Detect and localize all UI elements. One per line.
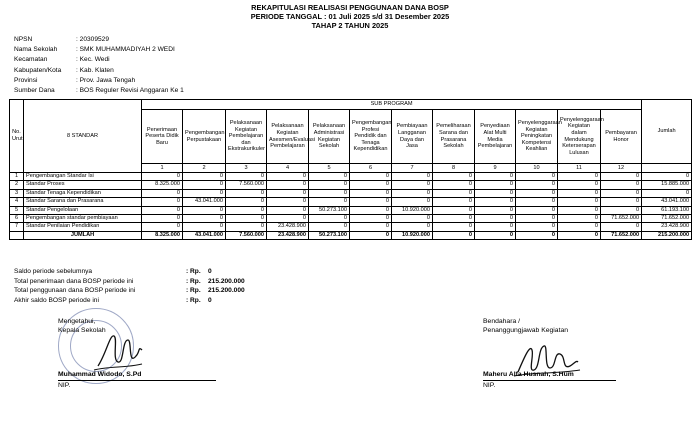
row-number: 4 — [10, 198, 24, 206]
program-header: Penerimaan Peserta Didik Baru — [142, 110, 183, 164]
row-value: 0 — [350, 215, 392, 223]
row-value: 0 — [516, 173, 558, 181]
row-value: 0 — [558, 198, 601, 206]
treasurer-nip: NIP. — [483, 382, 496, 389]
row-value: 0 — [267, 189, 309, 197]
program-number: 4 — [267, 164, 309, 173]
summary-row — [14, 277, 245, 287]
row-jumlah: 71.652.000 — [642, 215, 692, 223]
program-header: Pelaksanaan Kegiatan Pembelajaran dan Ekstrakurikuler — [226, 110, 267, 164]
row-value: 0 — [516, 223, 558, 231]
row-value: 0 — [601, 206, 642, 214]
info-value: : Prov. Jawa Tengah — [76, 76, 136, 84]
row-value: 0 — [226, 189, 267, 197]
row-value: 0 — [183, 189, 226, 197]
summary-currency: : Rp. — [186, 268, 201, 275]
row-value: 0 — [475, 189, 516, 197]
row-value: 23.428.900 — [267, 223, 309, 231]
row-jumlah: 15.885.000 — [642, 181, 692, 189]
row-value: 10.920.000 — [392, 206, 433, 214]
program-number: 3 — [226, 164, 267, 173]
row-value: 0 — [350, 223, 392, 231]
table-row — [10, 173, 692, 181]
info-row — [14, 76, 184, 86]
table-row — [10, 215, 692, 223]
row-value: 0 — [475, 181, 516, 189]
info-value: : BOS Reguler Revisi Anggaran Ke 1 — [76, 86, 184, 94]
row-value: 0 — [309, 198, 350, 206]
row-value: 0 — [350, 189, 392, 197]
report-header — [0, 3, 700, 30]
total-value: 0 — [433, 231, 475, 239]
row-value: 0 — [142, 173, 183, 181]
total-value: 0 — [516, 231, 558, 239]
program-header: Penyediaan Alat Multi Media Pembelajaran — [475, 110, 516, 164]
row-value: 0 — [558, 189, 601, 197]
summary-label: Akhir saldo BOSP periode ini — [14, 296, 99, 304]
row-jumlah: 0 — [642, 189, 692, 197]
row-jumlah: 61.193.100 — [642, 206, 692, 214]
row-value: 0 — [350, 181, 392, 189]
row-standard: Pengembangan Standar Isi — [24, 173, 142, 181]
info-row — [14, 66, 184, 76]
row-value: 0 — [601, 173, 642, 181]
summary-value: 0 — [208, 268, 212, 275]
program-number: 1 — [142, 164, 183, 173]
row-value: 0 — [392, 173, 433, 181]
program-header: Pelaksanaan Administrasi Kegiatan Sekolah — [309, 110, 350, 164]
row-value: 0 — [433, 206, 475, 214]
row-value: 0 — [183, 223, 226, 231]
row-value: 8.325.000 — [142, 181, 183, 189]
row-value: 0 — [142, 223, 183, 231]
row-value: 0 — [558, 223, 601, 231]
total-value: 43.041.000 — [183, 231, 226, 239]
treasurer-signature-block — [483, 317, 616, 390]
row-value: 0 — [475, 223, 516, 231]
row-number: 5 — [10, 206, 24, 214]
program-number: 10 — [516, 164, 558, 173]
summary-currency: : Rp. — [186, 287, 201, 294]
table-row — [10, 181, 692, 189]
row-value: 0 — [516, 206, 558, 214]
program-header: Penyelenggaraan Kegiatan Peningkatan Kompetensi Keahlian — [516, 110, 558, 164]
row-value: 0 — [475, 206, 516, 214]
summary-row — [14, 267, 245, 277]
row-value: 0 — [601, 198, 642, 206]
col-jumlah-header: Jumlah — [642, 100, 692, 164]
info-key: NPSN — [14, 36, 33, 43]
info-key: Nama Sekolah — [14, 46, 58, 54]
info-value: : 20309529 — [76, 36, 110, 43]
program-number: 7 — [392, 164, 433, 173]
row-value: 0 — [433, 181, 475, 189]
row-value: 0 — [183, 173, 226, 181]
row-value: 0 — [350, 173, 392, 181]
info-value: : Kab. Klaten — [76, 66, 114, 74]
total-value: 8.325.000 — [142, 231, 183, 239]
total-row — [10, 231, 692, 239]
row-value: 0 — [226, 173, 267, 181]
row-value: 0 — [392, 189, 433, 197]
row-value: 71.652.000 — [601, 215, 642, 223]
report-period: PERIODE TANGGAL : 01 Juli 2025 s/d 31 Desember 2025 — [250, 12, 450, 21]
report-stage: TAHAP 2 TAHUN 2025 — [311, 21, 389, 30]
row-value: 43.041.000 — [183, 198, 226, 206]
row-value: 0 — [226, 206, 267, 214]
row-value: 0 — [516, 215, 558, 223]
program-header: Pengembangan Perpustakaan — [183, 110, 226, 164]
table-row — [10, 223, 692, 231]
row-value: 0 — [183, 206, 226, 214]
program-header: Penyelenggaraan Kegiatan dalam Mendukung Keterserapan Lulusan — [558, 110, 601, 164]
summary-value: 215.200.000 — [208, 277, 245, 285]
row-value: 0 — [392, 198, 433, 206]
program-number: 11 — [558, 164, 601, 173]
treasurer-title: Penanggungjawab Kegiatan — [483, 327, 569, 334]
total-value: 7.560.000 — [226, 231, 267, 239]
row-value: 0 — [601, 189, 642, 197]
row-value: 0 — [183, 181, 226, 189]
program-number: 6 — [350, 164, 392, 173]
total-value: 0 — [475, 231, 516, 239]
row-value: 0 — [142, 189, 183, 197]
treasurer-name: Maheru Alfa Husnah, S.Hum — [483, 371, 574, 378]
row-value: 0 — [309, 189, 350, 197]
program-number: 9 — [475, 164, 516, 173]
row-value: 0 — [601, 181, 642, 189]
row-value: 0 — [183, 215, 226, 223]
principal-title: Kepala Sekolah — [58, 327, 106, 334]
row-standard: Standar Proses — [24, 181, 142, 189]
summary-value: 0 — [208, 296, 212, 304]
row-value: 0 — [226, 198, 267, 206]
program-number: 8 — [433, 164, 475, 173]
row-number: 6 — [10, 215, 24, 223]
row-value: 0 — [475, 173, 516, 181]
summary-currency: : Rp. — [186, 277, 201, 285]
row-value: 0 — [350, 198, 392, 206]
summary-label: Total penggunaan dana BOSP periode ini — [14, 287, 136, 294]
row-value: 0 — [226, 215, 267, 223]
treasurer-heading: Bendahara / — [483, 318, 521, 325]
row-value: 0 — [309, 223, 350, 231]
row-value: 0 — [475, 215, 516, 223]
info-row — [14, 45, 184, 55]
total-blank — [10, 231, 24, 239]
row-value: 0 — [516, 181, 558, 189]
total-label: JUMLAH — [24, 231, 142, 239]
program-number: 12 — [601, 164, 642, 173]
sub-program-header: SUB PROGRAM — [142, 100, 642, 110]
row-value: 0 — [433, 198, 475, 206]
info-row — [14, 86, 184, 96]
principal-name: Muhammad Widodo, S.Pd — [58, 371, 142, 378]
row-value: 0 — [350, 206, 392, 214]
info-value: : SMK MUHAMMADIYAH 2 WEDI — [76, 46, 175, 54]
row-value: 0 — [392, 181, 433, 189]
row-value: 50.273.100 — [309, 206, 350, 214]
row-value: 0 — [267, 181, 309, 189]
report-title: REKAPITULASI REALISASI PENGGUNAAN DANA BOSP — [251, 3, 449, 12]
row-jumlah: 0 — [642, 173, 692, 181]
row-value: 7.560.000 — [226, 181, 267, 189]
realization-table — [9, 99, 692, 240]
row-value: 0 — [433, 173, 475, 181]
row-value: 0 — [392, 223, 433, 231]
info-key: Kabupaten/Kota — [14, 66, 62, 74]
row-value: 0 — [267, 173, 309, 181]
row-value: 0 — [558, 206, 601, 214]
row-jumlah: 43.041.000 — [642, 198, 692, 206]
fund-summary — [14, 267, 245, 305]
total-value: 71.652.000 — [601, 231, 642, 239]
row-value: 0 — [601, 223, 642, 231]
row-standard: Pengembangan standar pembiayaan — [24, 215, 142, 223]
summary-label: Total penerimaan dana BOSP periode ini — [14, 277, 134, 285]
row-standard: Standar Pengelolaan — [24, 206, 142, 214]
row-standard: Standar Sarana dan Prasarana — [24, 198, 142, 206]
principal-nip: NIP. — [58, 382, 71, 389]
col-no-header: No. Urut — [10, 100, 24, 173]
row-value: 0 — [558, 215, 601, 223]
info-row — [14, 35, 184, 45]
row-value: 0 — [309, 181, 350, 189]
row-value: 0 — [142, 198, 183, 206]
col-standar-header: 8 STANDAR — [24, 100, 142, 173]
row-value: 0 — [516, 198, 558, 206]
program-header: Pemeliharaan Sarana dan Prasarana Sekolah — [433, 110, 475, 164]
row-number: 7 — [10, 223, 24, 231]
row-value: 0 — [433, 189, 475, 197]
total-value: 50.273.100 — [309, 231, 350, 239]
program-header: Pengembangan Profesi Pendidik dan Tenaga Kependidikan — [350, 110, 392, 164]
row-value: 0 — [309, 215, 350, 223]
summary-currency: : Rp. — [186, 296, 201, 304]
total-value: 0 — [350, 231, 392, 239]
program-number: 5 — [309, 164, 350, 173]
total-value: 0 — [558, 231, 601, 239]
row-value: 0 — [267, 198, 309, 206]
summary-label: Saldo periode sebelumnya — [14, 268, 93, 275]
row-value: 0 — [309, 173, 350, 181]
row-jumlah: 23.428.900 — [642, 223, 692, 231]
row-value: 0 — [475, 198, 516, 206]
row-value: 0 — [267, 206, 309, 214]
row-value: 0 — [142, 215, 183, 223]
row-value: 0 — [392, 215, 433, 223]
principal-acknowledge: Mengetahui, — [58, 318, 96, 325]
program-number: 2 — [183, 164, 226, 173]
info-value: : Kec. Wedi — [76, 56, 110, 64]
row-standard: Standar Tenaga Kependidikan — [24, 189, 142, 197]
program-header: Pembayaran Honor — [601, 110, 642, 164]
row-number: 1 — [10, 173, 24, 181]
row-value: 0 — [433, 215, 475, 223]
summary-row — [14, 286, 245, 296]
info-key: Kecamatan — [14, 56, 48, 64]
row-value: 0 — [558, 181, 601, 189]
row-number: 3 — [10, 189, 24, 197]
summary-value: 215.200.000 — [208, 287, 245, 294]
row-value: 0 — [142, 206, 183, 214]
row-value: 0 — [516, 189, 558, 197]
row-value: 0 — [433, 223, 475, 231]
summary-row — [14, 296, 245, 306]
row-value: 0 — [226, 223, 267, 231]
jumlah-number-blank — [642, 164, 692, 173]
row-standard: Standar Penilaian Pendidikan — [24, 223, 142, 231]
row-value: 0 — [267, 215, 309, 223]
principal-signature-block — [58, 317, 216, 390]
info-key: Provinsi — [14, 76, 38, 84]
school-info — [14, 35, 184, 96]
row-value: 0 — [558, 173, 601, 181]
table-row — [10, 189, 692, 197]
total-value: 23.428.900 — [267, 231, 309, 239]
total-value: 10.920.000 — [392, 231, 433, 239]
table-row — [10, 206, 692, 214]
info-row — [14, 55, 184, 65]
info-key: Sumber Dana — [14, 86, 55, 94]
table-row — [10, 198, 692, 206]
program-header: Pembiayaan Langganan Daya dan Jasa — [392, 110, 433, 164]
row-number: 2 — [10, 181, 24, 189]
program-header: Pelaksanaan Kegiatan Asesmen/Evaluasi Pembelajaran — [267, 110, 309, 164]
total-jumlah: 215.200.000 — [642, 231, 692, 239]
